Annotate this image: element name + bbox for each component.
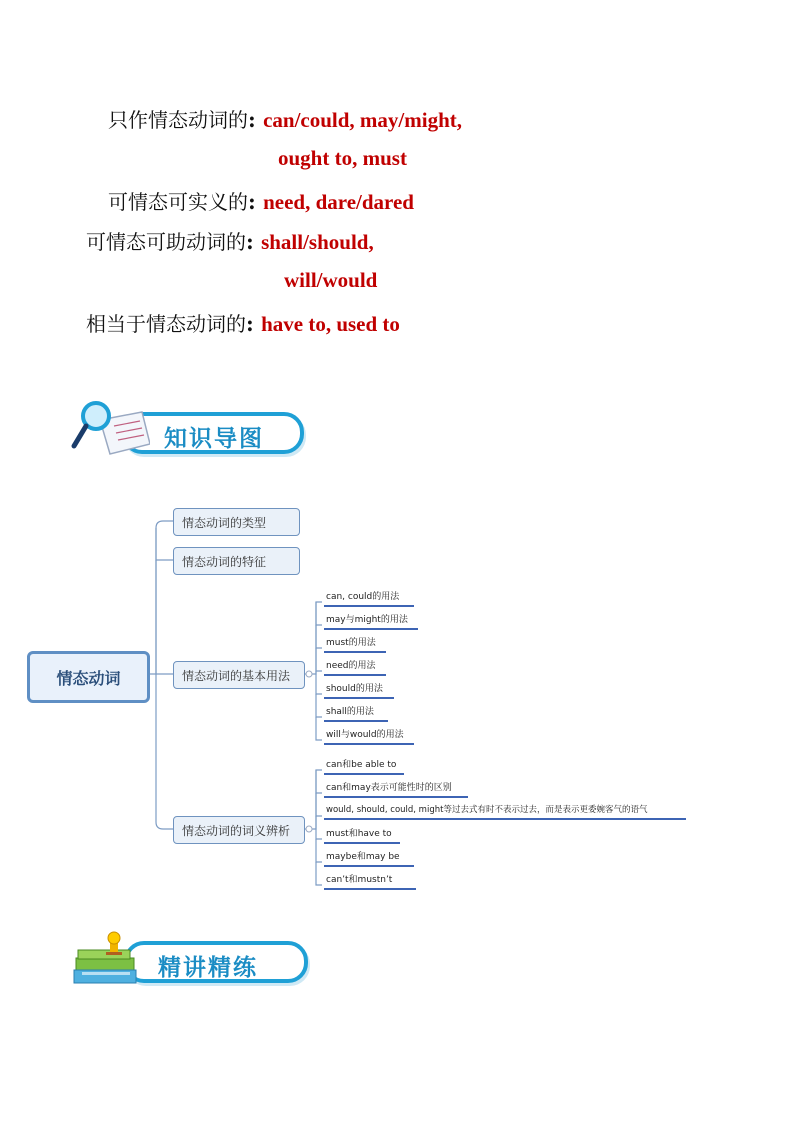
line-equivalent-modal: 相当于情态动词的: have to, used to <box>86 311 400 336</box>
line-only-modal: 只作情态动词的: can/could, may/might, <box>108 107 463 132</box>
practice-banner <box>70 928 315 992</box>
banner-title: 知识导图 <box>164 426 264 452</box>
line-label: 只作情态动词的 <box>108 108 248 132</box>
mindmap-leaf: can和may表示可能性时的区别 <box>324 780 468 798</box>
mindmap-leaf: need的用法 <box>324 658 386 676</box>
line-label: 相当于情态动词的 <box>86 312 246 336</box>
line-value: can/could, may/might, <box>263 108 463 132</box>
line-label: 可情态可实义的 <box>108 190 248 214</box>
mindmap-branch-features: 情态动词的特征 <box>173 547 300 575</box>
mindmap-leaf: should的用法 <box>324 681 394 699</box>
line-value: will/would <box>284 268 378 292</box>
mindmap-leaf: must的用法 <box>324 635 386 653</box>
line-value: shall/should, <box>261 230 374 254</box>
mindmap-branch-distinction: 情态动词的词义辨析 <box>173 816 305 844</box>
mindmap-leaf: can, could的用法 <box>324 589 414 607</box>
mindmap-leaf: would, should, could, might等过去式有时不表示过去，而是表示更委婉客气的语气 <box>324 803 686 820</box>
mindmap-branch-basic-usage: 情态动词的基本用法 <box>173 661 305 689</box>
mindmap-leaf: may与might的用法 <box>324 612 418 630</box>
banner-title: 精讲精练 <box>158 955 258 981</box>
line-label: 可情态可助动词的 <box>86 230 246 254</box>
line-value: ought to, must <box>278 146 407 170</box>
mindmap-root: 情态动词 <box>27 651 150 703</box>
line-value: have to, used to <box>261 312 400 336</box>
mindmap-leaf: shall的用法 <box>324 704 388 722</box>
books-trophy-icon <box>70 928 142 992</box>
line-value: need, dare/dared <box>263 190 414 214</box>
mindmap-leaf: can和be able to <box>324 757 404 775</box>
mindmap-leaf: maybe和may be <box>324 849 414 867</box>
line-modal-or-auxiliary: 可情态可助动词的: shall/should, <box>86 229 374 254</box>
mindmap-leaf: must和have to <box>324 826 400 844</box>
mindmap-branch-types: 情态动词的类型 <box>173 508 300 536</box>
mindmap-leaf: can’t和mustn’t <box>324 872 416 890</box>
line-modal-or-notional: 可情态可实义的: need, dare/dared <box>108 189 414 214</box>
mindmap-leaf: will与would的用法 <box>324 727 414 745</box>
